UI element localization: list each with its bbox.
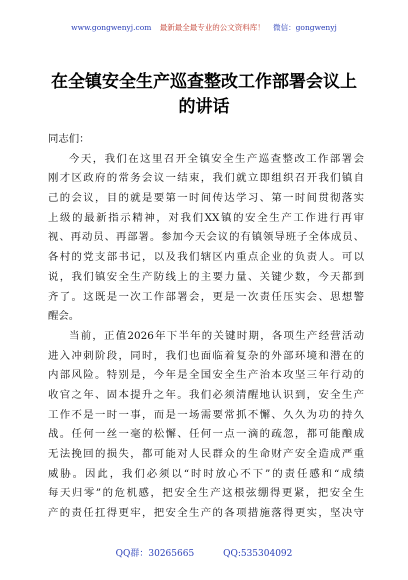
document-body xyxy=(48,130,364,524)
paragraph-2-line: 威胁。因此，我们必须以“时时放心不下”的责任感和“成绩 xyxy=(48,467,364,480)
paragraph-1-line: 说，我们镇安全生产防线上的主要力量、关键少数，今天都到 xyxy=(48,270,364,283)
paragraph-1-line: 今天，我们在这里召开全镇安全生产巡查整改工作部署会 xyxy=(69,152,364,165)
paragraph-2-line: 收官之年、固本提升之年。我们必须清醒地认识到，安全生产 xyxy=(48,388,364,401)
paragraph-1-line: 各村的党支部书记，以及我们辖区内重点企业的负责人。可以 xyxy=(48,251,364,264)
paragraph-2-line: 每天归零”的危机感，把安全生产这根弦绷得更紧，把安全生 xyxy=(48,487,364,500)
paragraph-2-line: 工作不是一时一事，而是一场需要常抓不懈、久久为功的持久 xyxy=(48,408,364,421)
paragraph-1-line: 刚才区政府的常务会议一结束，我们就立即组织召开我们镇自 xyxy=(48,172,364,185)
greeting: 同志们： xyxy=(48,133,90,145)
paragraph-1-line: 齐了。这既是一次工作部署会，更是一次责任压实会、思想警 xyxy=(48,290,364,303)
paragraph-1-line: 己的会议，目的就是要第一时间传达学习、第一时间贯彻落实 xyxy=(48,192,364,205)
paragraph-1-line: 视、再动员、再部署。参加今天会议的有镇领导班子全体成员、 xyxy=(48,231,364,244)
document-title xyxy=(40,70,368,120)
title-line-2: 的讲话 xyxy=(178,97,230,117)
footer-qq-group: QQ群：30265665 xyxy=(115,549,195,559)
header-site: www.gongwenyj.com xyxy=(71,23,152,32)
paragraph-2-line: 产的责任扛得更牢，把安全生产的各项措施落得更实，坚决守 xyxy=(48,507,364,520)
header-wechat: 微信：gongwenyj xyxy=(273,23,337,32)
page-footer xyxy=(0,546,408,559)
paragraph-2-line: 战。任何一丝一毫的松懈、任何一点一滴的疏忽，都可能酿成 xyxy=(48,428,364,441)
paragraph-2-line: 当前，正值2026年下半年的关键时期，各项生产经营活动 xyxy=(69,329,364,342)
footer-qq: QQ:535304092 xyxy=(223,549,293,559)
paragraph-2-line: 内部风险。特别是，今年是全国安全生产治本攻坚三年行动的 xyxy=(48,369,364,382)
paragraph-2-line: 无法挽回的损失，都可能对人民群众的生命财产安全造成严重 xyxy=(48,448,364,460)
page-header xyxy=(0,22,408,33)
paragraph-2-line: 进入冲刺阶段，同时，我们也面临着复杂的外部环境和潜在的 xyxy=(48,349,364,362)
paragraph-1-line: 上级的最新指示精神，对我们XX镇的安全生产工作进行再审 xyxy=(48,211,364,224)
paragraph-1-line: 醒会。 xyxy=(48,310,80,323)
title-line-1: 在全镇安全生产巡查整改工作部署会议上 xyxy=(51,72,357,92)
header-slogan: 最新最全最专业的公文资料库！ xyxy=(159,23,265,32)
